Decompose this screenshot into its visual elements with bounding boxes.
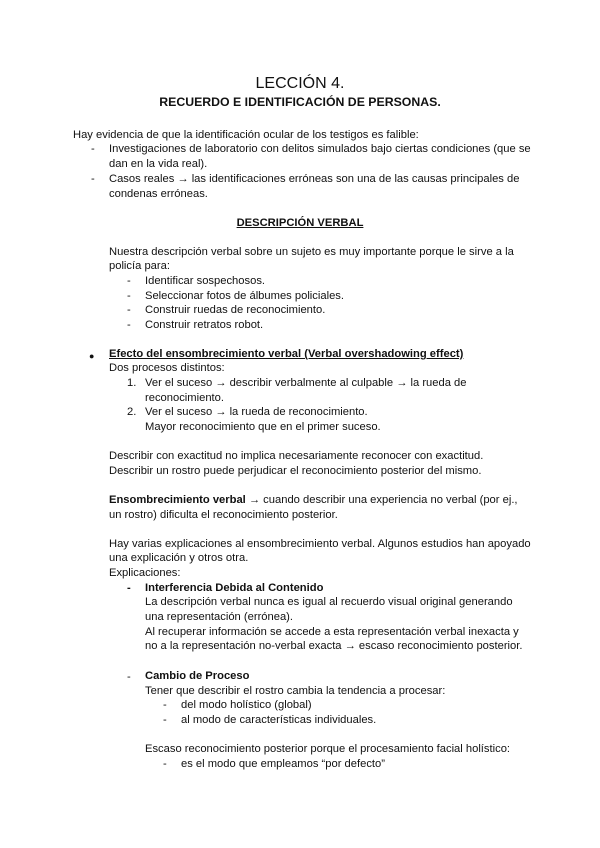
- intro-item-line: Investigaciones de laboratorio con delitos simulados bajo ciertas condiciones (que se: [109, 143, 531, 155]
- intro-text: Hay evidencia de que la identificación ocular de los testigos es falible:: [73, 129, 419, 141]
- list-item: Seleccionar fotos de álbumes policiales.: [145, 290, 344, 302]
- explanation-title: Interferencia Debida al Contenido: [145, 582, 324, 594]
- dash-marker: -: [127, 290, 131, 302]
- bullet-marker: ●: [89, 351, 95, 361]
- dash-marker: -: [163, 699, 167, 711]
- definition-term: Ensombrecimiento verbal: [109, 494, 246, 506]
- paragraph-line: Nuestra descripción verbal sobre un sujeto es muy importante porque le sirve a la: [109, 246, 514, 258]
- step-line: Mayor reconocimiento que en el primer suceso.: [145, 421, 381, 433]
- dash-marker: -: [163, 758, 167, 770]
- paragraph-line: Describir con exactitud no implica necesariamente reconocer con exactitud.: [109, 450, 484, 462]
- step-line: Ver el suceso → la rueda de reconocimiento.: [145, 406, 368, 418]
- number-marker: 1.: [127, 377, 137, 389]
- dash-marker: -: [163, 714, 167, 726]
- dash-marker: -: [127, 304, 131, 316]
- section-heading-descripcion-verbal: DESCRIPCIÓN VERBAL: [236, 217, 364, 229]
- paragraph-line: Explicaciones:: [109, 567, 181, 579]
- definition-text: → cuando describir una experiencia no verbal (por ej.,: [245, 494, 518, 506]
- explanation-line: una representación (errónea).: [145, 611, 294, 623]
- dash-marker: -: [127, 319, 131, 331]
- explanation-line: no a la representación no-verbal exacta → escaso reconocimiento posterior.: [145, 640, 523, 652]
- dash-marker: -: [91, 143, 95, 155]
- page-subtitle: RECUERDO E IDENTIFICACIÓN DE PERSONAS.: [159, 95, 441, 109]
- intro-item-line: Casos reales → las identificaciones erróneas son una de las causas principales de: [109, 173, 520, 185]
- paragraph-line: Describir un rostro puede perjudicar el reconocimiento posterior del mismo.: [109, 465, 482, 477]
- list-item: Construir ruedas de reconocimiento.: [145, 304, 326, 316]
- explanation-line: Tener que describir el rostro cambia la tendencia a procesar:: [145, 685, 446, 697]
- list-item: Identificar sospechosos.: [145, 275, 266, 287]
- paragraph-line: Dos procesos distintos:: [109, 362, 225, 374]
- paragraph-line: una explicación y otros otra.: [109, 552, 249, 564]
- explanation-title: Cambio de Proceso: [145, 670, 250, 682]
- page-title: LECCIÓN 4.: [255, 75, 345, 92]
- section-heading-overshadowing: Efecto del ensombrecimiento verbal (Verbal overshadowing effect): [109, 348, 464, 360]
- list-item: Construir retratos robot.: [145, 319, 264, 331]
- dash-marker: -: [127, 671, 131, 683]
- explanation-line: Al recuperar información se accede a esta representación verbal inexacta y: [145, 626, 519, 638]
- explanation-line: La descripción verbal nunca es igual al recuerdo visual original generando: [145, 596, 513, 608]
- definition-line: un rostro) dificulta el reconocimiento posterior.: [109, 509, 338, 521]
- paragraph-line: policía para:: [109, 260, 170, 272]
- dash-marker: -: [127, 275, 131, 287]
- number-marker: 2.: [127, 406, 137, 418]
- list-item: al modo de características individuales.: [181, 714, 377, 726]
- dash-marker: -: [91, 173, 95, 185]
- explanation-line: Escaso reconocimiento posterior porque el procesamiento facial holístico:: [145, 743, 511, 755]
- intro-item-line: dan en la vida real).: [109, 158, 208, 170]
- intro-item-line: condenas erróneas.: [109, 188, 208, 200]
- dash-marker: -: [127, 582, 131, 594]
- list-item: es el modo que empleamos “por defecto”: [181, 758, 385, 770]
- step-line: reconocimiento.: [145, 392, 224, 404]
- definition-line: [109, 493, 518, 508]
- paragraph-line: Hay varias explicaciones al ensombrecimiento verbal. Algunos estudios han apoyado: [109, 538, 531, 550]
- list-item: del modo holístico (global): [181, 699, 312, 711]
- step-line: Ver el suceso → describir verbalmente al culpable → la rueda de: [145, 377, 467, 389]
